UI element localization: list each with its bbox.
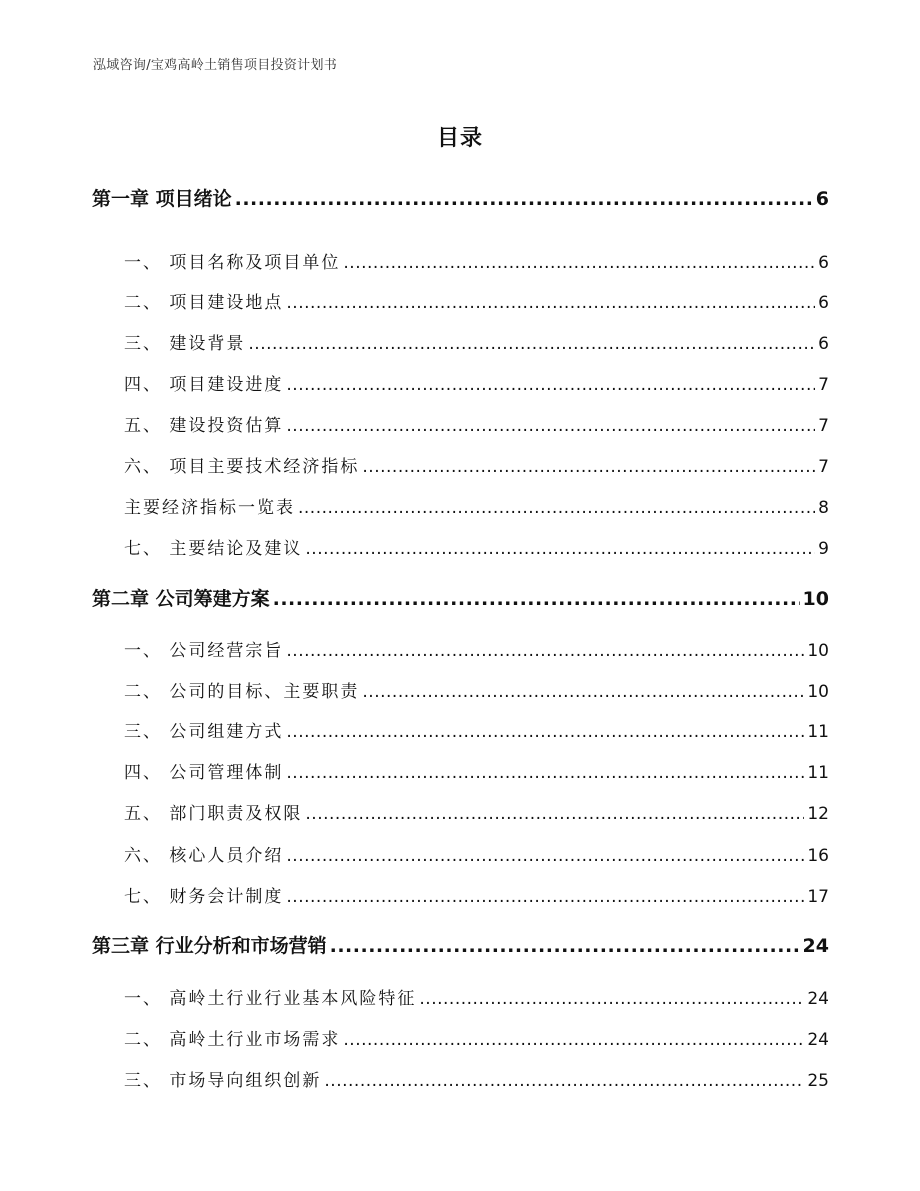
toc-entry-label: 三、 公司组建方式 <box>124 722 284 742</box>
toc-entry-label: 第三章 行业分析和市场营销 <box>92 935 327 957</box>
dot-leader <box>248 334 815 354</box>
toc-section[interactable] <box>124 841 829 866</box>
toc-entry-label: 二、 高岭土行业市场需求 <box>124 1030 341 1050</box>
dot-leader <box>286 722 804 742</box>
toc-entry-label: 主要经济指标一览表 <box>124 498 295 518</box>
toc-section[interactable] <box>124 636 829 661</box>
toc-section[interactable] <box>124 984 829 1009</box>
dot-leader <box>362 457 815 477</box>
toc-entry-page: 10 <box>807 641 829 661</box>
toc-entry-label: 六、 项目主要技术经济指标 <box>124 457 360 477</box>
toc-entry-page: 6 <box>818 253 829 273</box>
dot-leader <box>330 935 800 957</box>
toc-section[interactable] <box>124 882 829 907</box>
toc-entry-page: 11 <box>807 722 829 742</box>
toc-entry-label: 六、 核心人员介绍 <box>124 846 284 866</box>
toc-section[interactable] <box>124 288 829 313</box>
dot-leader <box>286 416 815 436</box>
dot-leader <box>286 641 804 661</box>
toc-entry-label: 七、 财务会计制度 <box>124 887 284 907</box>
toc-section[interactable] <box>124 1025 829 1050</box>
toc-entry-label: 三、 市场导向组织创新 <box>124 1071 322 1091</box>
toc-section[interactable] <box>124 493 829 518</box>
toc-chapter-1[interactable] <box>92 184 829 211</box>
toc-entry-page: 8 <box>818 498 829 518</box>
dot-leader <box>273 588 800 610</box>
toc-entry-label: 三、 建设背景 <box>124 334 246 354</box>
toc-entry-label: 五、 建设投资估算 <box>124 416 284 436</box>
dot-leader <box>286 846 804 866</box>
dot-leader <box>286 763 804 783</box>
toc-section[interactable] <box>124 717 829 742</box>
toc-entry-page: 24 <box>807 989 829 1009</box>
dot-leader <box>286 293 815 313</box>
toc-entry-label: 一、 高岭土行业行业基本风险特征 <box>124 989 417 1009</box>
toc-entry-page: 25 <box>807 1071 829 1091</box>
toc-title: 目录 <box>436 126 483 151</box>
toc-entry-page: 24 <box>807 1030 829 1050</box>
toc-entry-page: 6 <box>815 188 829 210</box>
toc-entry-page: 7 <box>818 375 829 395</box>
toc-entry-page: 9 <box>818 539 829 559</box>
toc-entry-label: 第二章 公司筹建方案 <box>92 588 270 610</box>
toc-entry-page: 7 <box>818 416 829 436</box>
toc-section[interactable] <box>124 799 829 824</box>
running-header: 泓域咨询/宝鸡高岭土销售项目投资计划书 <box>93 58 338 73</box>
toc-entry-page: 7 <box>818 457 829 477</box>
toc-entry-page: 10 <box>807 682 829 702</box>
dot-leader <box>298 498 815 518</box>
dot-leader <box>343 1030 804 1050</box>
toc-chapter-3[interactable] <box>92 931 829 958</box>
toc-section[interactable] <box>124 329 829 354</box>
toc-section[interactable] <box>124 370 829 395</box>
toc-section[interactable] <box>124 411 829 436</box>
dot-leader <box>286 887 804 907</box>
toc-entry-label: 一、 项目名称及项目单位 <box>124 253 341 273</box>
toc-chapter-2[interactable] <box>92 584 829 611</box>
dot-leader <box>362 682 804 702</box>
toc-section[interactable] <box>124 758 829 783</box>
dot-leader <box>286 375 815 395</box>
toc-entry-page: 6 <box>818 293 829 313</box>
toc-entry-label: 二、 项目建设地点 <box>124 293 284 313</box>
toc-section[interactable] <box>124 677 829 702</box>
toc-entry-label: 七、 主要结论及建议 <box>124 539 303 559</box>
toc-entry-page: 12 <box>807 804 829 824</box>
toc-entry-label: 第一章 项目绪论 <box>92 188 232 210</box>
toc-entry-label: 一、 公司经营宗旨 <box>124 641 284 661</box>
toc-entry-label: 五、 部门职责及权限 <box>124 804 303 824</box>
toc-entry-page: 10 <box>802 588 829 610</box>
toc-entry-page: 11 <box>807 763 829 783</box>
toc-entry-page: 24 <box>802 935 829 957</box>
toc-section[interactable] <box>124 1066 829 1091</box>
dot-leader <box>235 188 813 210</box>
toc-entry-page: 16 <box>807 846 829 866</box>
toc-section[interactable] <box>124 534 829 559</box>
toc-section[interactable] <box>124 248 829 273</box>
dot-leader <box>419 989 804 1009</box>
toc-entry-page: 6 <box>818 334 829 354</box>
toc-entry-label: 四、 公司管理体制 <box>124 763 284 783</box>
toc-entry-label: 二、 公司的目标、主要职责 <box>124 682 360 702</box>
dot-leader <box>305 539 815 559</box>
toc-section[interactable] <box>124 452 829 477</box>
toc-entry-label: 四、 项目建设进度 <box>124 375 284 395</box>
toc-entry-page: 17 <box>807 887 829 907</box>
dot-leader <box>343 253 815 273</box>
dot-leader <box>324 1071 804 1091</box>
dot-leader <box>305 804 804 824</box>
